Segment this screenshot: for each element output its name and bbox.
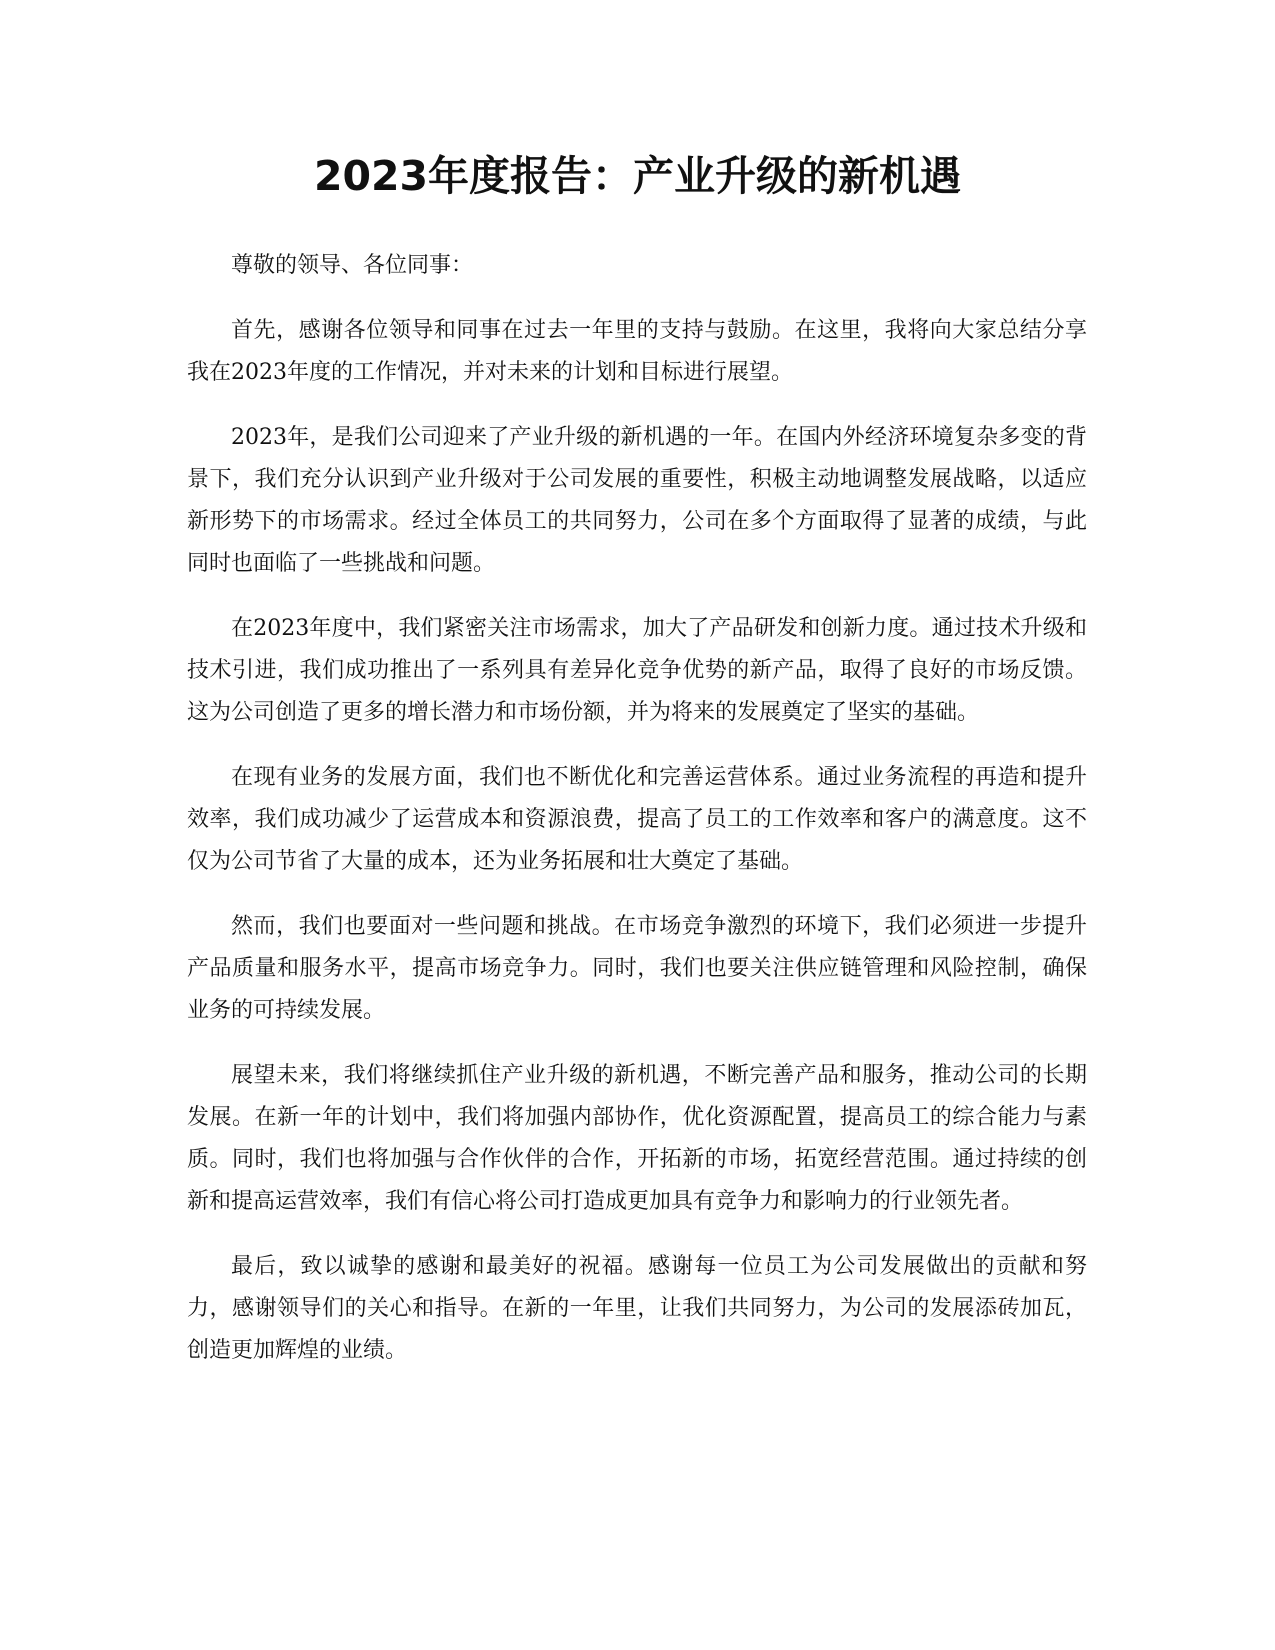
body-paragraph-1: 首先，感谢各位领导和同事在过去一年里的支持与鼓励。在这里，我将向大家总结分享我在2023年度的工作情况，并对未来的计划和目标进行展望。 bbox=[187, 318, 1087, 385]
document-title: 2023年度报告：产业升级的新机遇 bbox=[313, 152, 962, 200]
document-body bbox=[187, 245, 1087, 1395]
body-paragraph-6: 展望未来，我们将继续抓住产业升级的新机遇，不断完善产品和服务，推动公司的长期发展。在新一年的计划中，我们将加强内部协作，优化资源配置，提高员工的综合能力与素质。同时，我们也将加强与合作伙伴的合作，开拓新的市场，拓宽经营范围。通过持续的创新和提高运营效率，我们有信心将公司打造成更加具有竞争力和影响力的行业领先者。 bbox=[187, 1063, 1087, 1214]
body-paragraph-2: 2023年，是我们公司迎来了产业升级的新机遇的一年。在国内外经济环境复杂多变的背景下，我们充分认识到产业升级对于公司发展的重要性，积极主动地调整发展战略，以适应新形势下的市场需求。经过全体员工的共同努力，公司在多个方面取得了显著的成绩，与此同时也面临了一些挑战和问题。 bbox=[187, 425, 1087, 576]
closing-paragraph: 最后，致以诚挚的感谢和最美好的祝福。感谢每一位员工为公司发展做出的贡献和努力，感谢领导们的关心和指导。在新的一年里，让我们共同努力，为公司的发展添砖加瓦，创造更加辉煌的业绩。 bbox=[187, 1254, 1087, 1363]
salutation-paragraph: 尊敬的领导、各位同事： bbox=[231, 253, 474, 278]
body-paragraph-4: 在现有业务的发展方面，我们也不断优化和完善运营体系。通过业务流程的再造和提升效率，我们成功减少了运营成本和资源浪费，提高了员工的工作效率和客户的满意度。这不仅为公司节省了大量的成本，还为业务拓展和壮大奠定了基础。 bbox=[187, 765, 1087, 874]
body-paragraph-5: 然而，我们也要面对一些问题和挑战。在市场竞争激烈的环境下，我们必须进一步提升产品质量和服务水平，提高市场竞争力。同时，我们也要关注供应链管理和风险控制，确保业务的可持续发展。 bbox=[187, 914, 1087, 1023]
body-paragraph-3: 在2023年度中，我们紧密关注市场需求，加大了产品研发和创新力度。通过技术升级和技术引进，我们成功推出了一系列具有差异化竞争优势的新产品，取得了良好的市场反馈。这为公司创造了更多的增长潜力和市场份额，并为将来的发展奠定了坚实的基础。 bbox=[187, 616, 1087, 725]
